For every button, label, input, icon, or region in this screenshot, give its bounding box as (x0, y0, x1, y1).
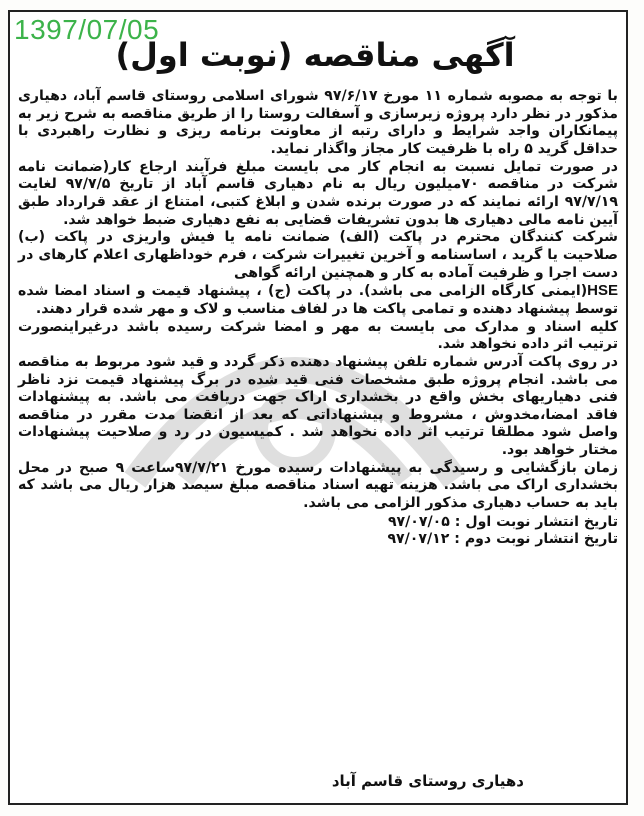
publication-label: تاریخ انتشار نوبت اول : (454, 513, 618, 530)
paragraph: در روی پاکت آدرس شماره تلفن پیشنهاد دهنده ذکر گردد و قید شود مربوط به مناقصه می باشد. انجام پروژه طبق مشخصات فنی قید شده در برگ پیشنهاد قیمت نزد ناظر فنی دهیاریهای بخش واقع در بخشداری اراک جهت دریافت می باشد. به پیشنهادات فاقد امضا،مخدوش ، مشروط و پیشنهاداتی که بعد از انقضا مدت مقرر در مناقصه واصل شود مطلقا ترتیب اثر داده نخواهد شد . کمیسیون در رد و صلاحیت پیشنهادات مختار خواهد بود. (18, 353, 618, 459)
hse-label: HSE (587, 282, 618, 300)
paragraph: در صورت تمایل نسبت به انجام کار می بایست مبلغ فرآیند ارجاع کار(ضمانت نامه شرکت در مناقصه ۷۰میلیون ریال به نام دهیاری قاسم آباد از تاریخ ۹۷/۷/۵ لغایت ۹۷/۷/۱۹ ارائه نمایند که در صورت برنده شدن و ابلاغ کتبی، امتناع از عقد قرارداد طبق آیین نامه مالی دهیاری ها بدون تشریفات قضایی به نفع دهیاری ضبط خواهد شد. (18, 158, 618, 228)
paragraph: زمان بازگشایی و رسیدگی به پیشنهادات رسیده مورخ ۹۷/۷/۲۱ساعت ۹ صبح در محل بخشداری اراک می باشد. هزینه تهیه اسناد مناقصه مبلغ سیصد هزار ریال می باشد که باید به حساب دهیاری مذکور الزامی می باشد. (18, 459, 618, 512)
publication-label: تاریخ انتشار نوبت دوم : (454, 531, 618, 548)
publication-date: ۹۷/۰۷/۰۵ (387, 513, 450, 530)
publication-date: ۹۷/۰۷/۱۲ (387, 531, 450, 548)
paragraph (18, 282, 618, 318)
publication-dates (18, 514, 618, 549)
paragraph-text: (ایمنی کارگاه الزامی می باشد). در پاکت (ج) ، پیشنهاد قیمت و اسناد امضا شده توسط پیشنهاد دهنده و تمامی پاکت ها در لفاف مناسب و لاک و مهر شده قرار دهند. (18, 283, 618, 317)
ad-body (18, 88, 618, 549)
date-stamp: 1397/07/05 (14, 14, 160, 45)
publication-line-2 (18, 531, 618, 549)
publication-line-1 (18, 514, 618, 532)
paragraph: کلیه اسناد و مدارک می بایست به مهر و امضا شرکت رسیده باشد درغیراینصورت ترتیب اثر داده نخواهد شد. (18, 318, 618, 353)
paragraph: با توجه به مصوبه شماره ۱۱ مورخ ۹۷/۶/۱۷ شورای اسلامی روستای قاسم آباد، دهیاری مذکور در نظر دارد پروژه زیرسازی و آسفالت روستا را از طریق مناقصه به شرح زیر به پیمانکاران واجد شرایط و دارای رتبه از معاونت برنامه ریزی و نظارت راهبردی با حداقل گرید ۵ راه با ظرفیت کار مجاز واگذار نماید. (18, 88, 618, 157)
signature: دهیاری روستای قاسم آباد (331, 772, 524, 790)
ad-title: آگهی مناقصه (نوبت اول) (115, 36, 515, 74)
paragraph: شرکت کنندگان محترم در پاکت (الف) ضمانت نامه یا فیش واریزی در پاکت (ب) صلاحیت یا گرید ، اساسنامه و آخرین تغییرات شرکت ، فرم خوداظهاری اعلام کارهای در دست اجرا و ظرفیت آماده به کار و همچنین ارائه گواهی (18, 229, 618, 281)
